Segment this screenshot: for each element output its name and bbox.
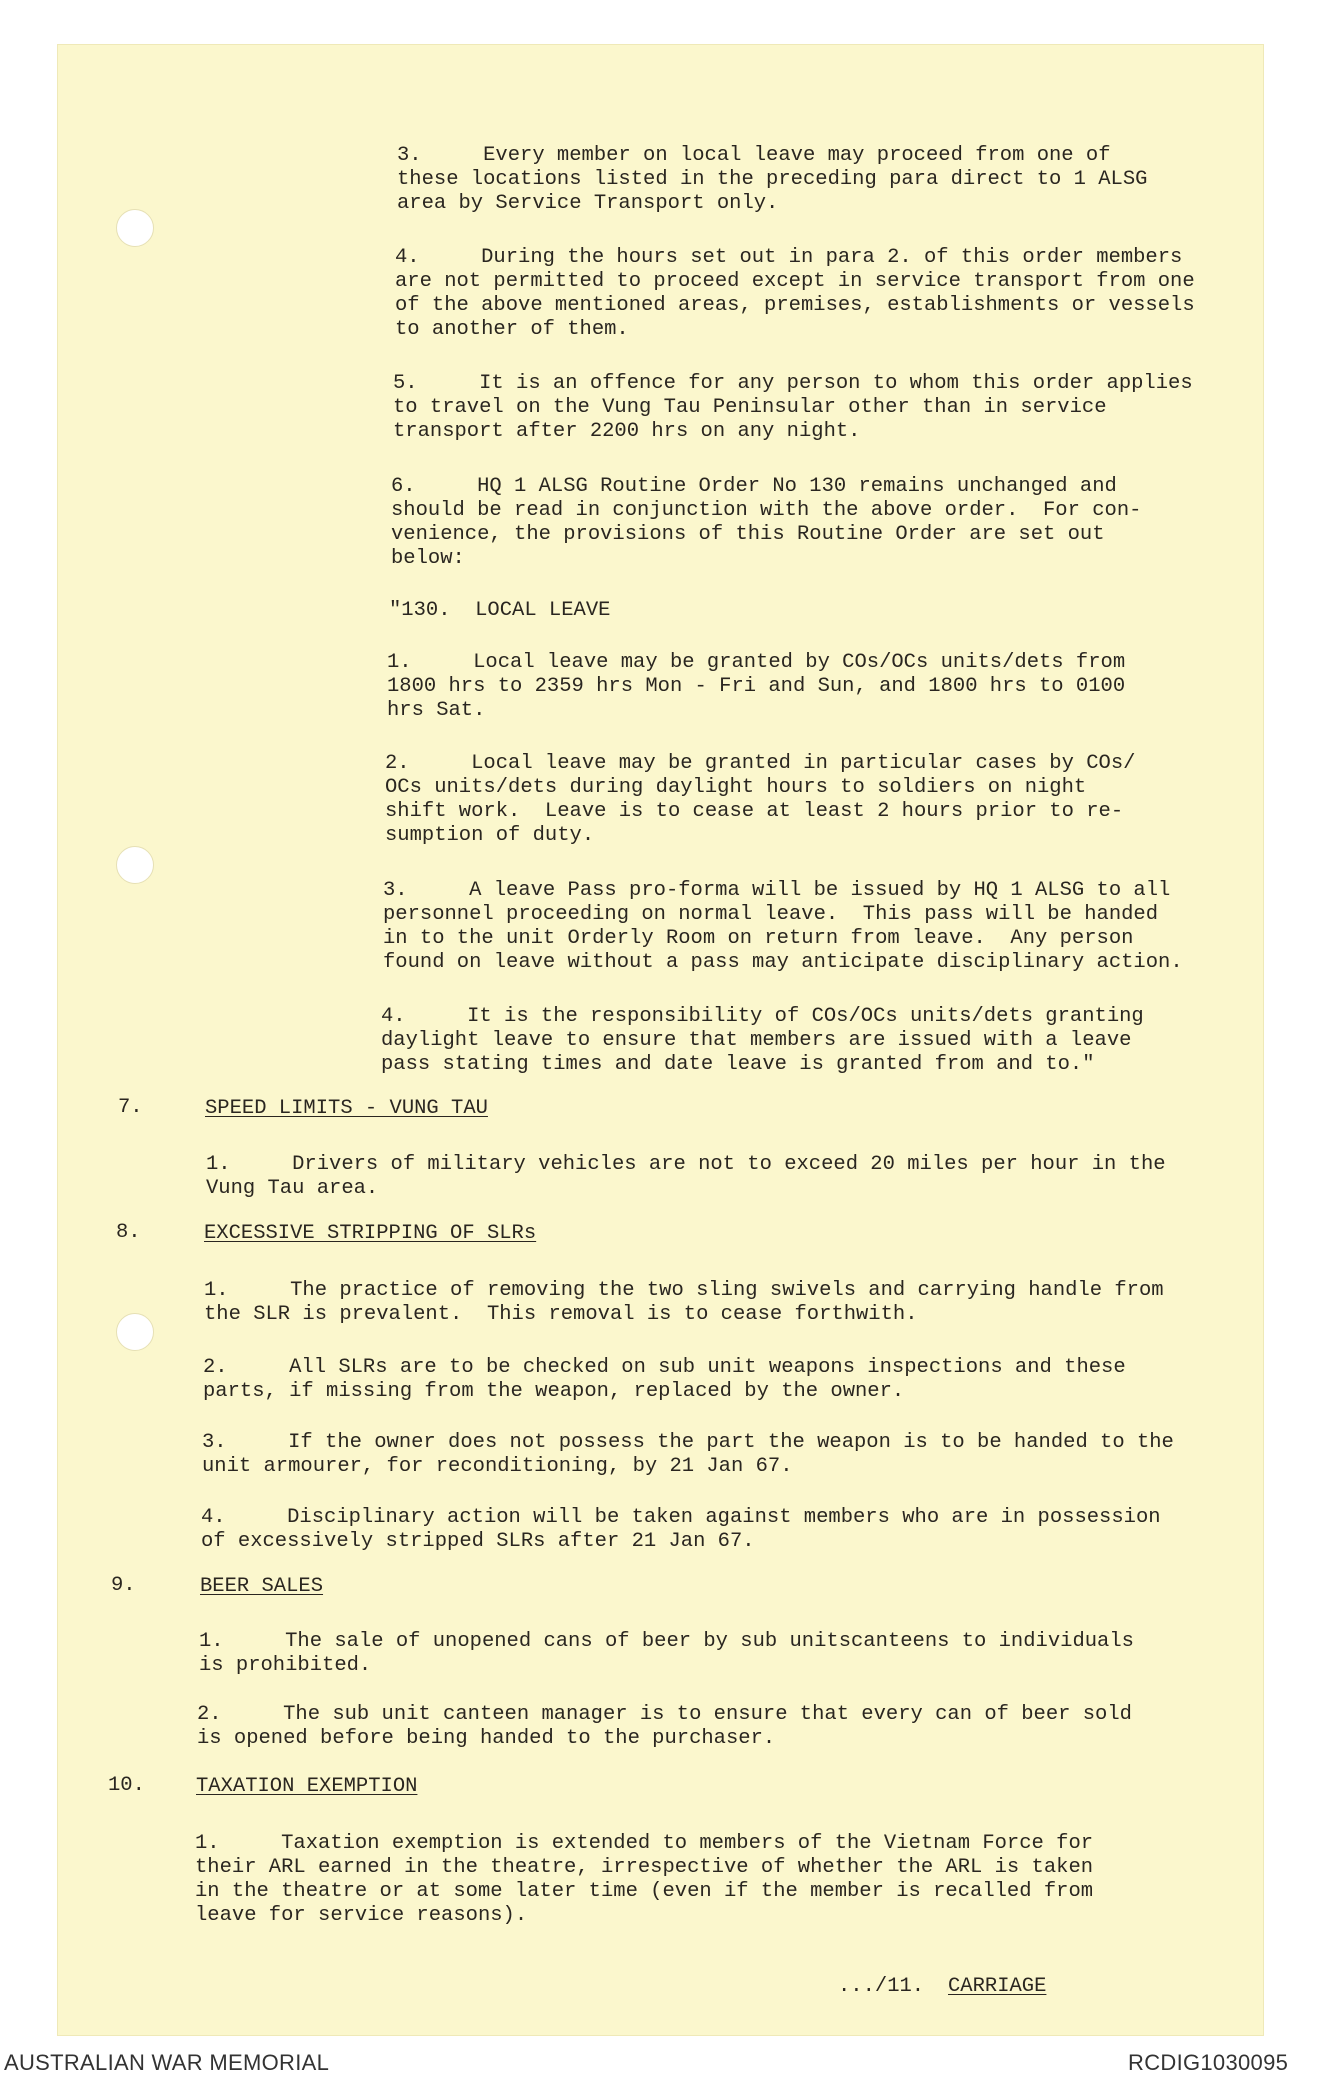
s10-para-1-line-2: their ARL earned in the theatre, irrespective of whether the ARL is taken [195, 1856, 1094, 1879]
section-7-heading: SPEED LIMITS - VUNG TAU [205, 1097, 488, 1120]
para-5-line-2: to travel on the Vung Tau Peninsular other than in service [393, 396, 1107, 419]
punch-hole-middle [116, 846, 154, 884]
para-6-line-1: 6. HQ 1 ALSG Routine Order No 130 remains unchanged and [391, 475, 1117, 498]
section-8-heading: EXCESSIVE STRIPPING OF SLRs [204, 1222, 537, 1245]
para-3-line-3: area by Service Transport only. [397, 192, 779, 215]
s9-para-1-line-1: 1. The sale of unopened cans of beer by sub unitscanteens to individuals [199, 1630, 1134, 1653]
para-4-line-4: to another of them. [395, 318, 629, 341]
s8-para-4-line-2: of excessively stripped SLRs after 21 Jan 67. [201, 1530, 755, 1553]
ro-para-2-line-1: 2. Local leave may be granted in particular cases by COs/ [385, 752, 1136, 775]
s10-para-1-line-4: leave for service reasons). [195, 1904, 528, 1927]
ro-para-3-line-3: in to the unit Orderly Room on return from leave. Any person [383, 927, 1134, 950]
para-3-line-1: 3. Every member on local leave may proceed from one of [397, 144, 1111, 167]
continuation-prefix: .../11. [838, 1975, 925, 1998]
s8-para-3-line-1: 3. If the owner does not possess the part the weapon is to be handed to the [202, 1431, 1174, 1454]
ro-para-4-line-3: pass stating times and date leave is granted from and to." [381, 1053, 1095, 1076]
section-9-heading: BEER SALES [200, 1575, 324, 1598]
para-6-line-3: venience, the provisions of this Routine Order are set out [391, 523, 1105, 546]
s7-para-1-line-1: 1. Drivers of military vehicles are not to exceed 20 miles per hour in the [206, 1153, 1166, 1176]
ro-para-2-line-2: OCs units/dets during daylight hours to soldiers on night [385, 776, 1087, 799]
continuation-word: CARRIAGE [948, 1975, 1047, 1998]
ro-para-3-line-1: 3. A leave Pass pro-forma will be issued by HQ 1 ALSG to all [383, 879, 1171, 902]
s8-para-1-line-2: the SLR is prevalent. This removal is to cease forthwith. [204, 1303, 918, 1326]
ro-para-1-line-3: hrs Sat. [387, 699, 486, 722]
section-10-number: 10. [108, 1774, 145, 1797]
scan-border-right [1264, 0, 1319, 2082]
s10-para-1-line-1: 1. Taxation exemption is extended to members of the Vietnam Force for [195, 1832, 1094, 1855]
punch-hole-top [116, 209, 154, 247]
para-3-line-2: these locations listed in the preceding para direct to 1 ALSG [397, 168, 1148, 191]
scan-border-top [0, 0, 1319, 44]
ro-para-2-line-3: shift work. Leave is to cease at least 2 hours prior to re- [385, 800, 1124, 823]
ro-para-1-line-2: 1800 hrs to 2359 hrs Mon - Fri and Sun, and 1800 hrs to 0100 [387, 675, 1126, 698]
ro-para-1-line-1: 1. Local leave may be granted by COs/OCs units/dets from [387, 651, 1126, 674]
para-5-line-3: transport after 2200 hrs on any night. [393, 420, 861, 443]
para-6-line-2: should be read in conjunction with the above order. For con- [391, 499, 1142, 522]
ro-para-4-line-2: daylight leave to ensure that members are issued with a leave [381, 1029, 1132, 1052]
s8-para-2-line-1: 2. All SLRs are to be checked on sub unit weapons inspections and these [203, 1356, 1126, 1379]
routine-order-130-heading: "130. LOCAL LEAVE [389, 599, 611, 622]
section-9-number: 9. [111, 1574, 136, 1597]
section-7-number: 7. [118, 1096, 143, 1119]
ro-para-3-line-2: personnel proceeding on normal leave. This pass will be handed [383, 903, 1159, 926]
ro-para-4-line-1: 4. It is the responsibility of COs/OCs units/dets granting [381, 1005, 1144, 1028]
para-5-line-1: 5. It is an offence for any person to whom this order applies [393, 372, 1193, 395]
para-6-line-4: below: [391, 547, 465, 570]
punch-hole-bottom [116, 1313, 154, 1351]
section-10-heading: TAXATION EXEMPTION [196, 1775, 418, 1798]
footer-record-id: RCDIG1030095 [1128, 2050, 1289, 2075]
s9-para-2-line-2: is opened before being handed to the purchaser. [197, 1727, 776, 1750]
s9-para-2-line-1: 2. The sub unit canteen manager is to ensure that every can of beer sold [197, 1703, 1132, 1726]
s7-para-1-line-2: Vung Tau area. [206, 1177, 379, 1200]
s8-para-1-line-1: 1. The practice of removing the two sling swivels and carrying handle from [204, 1279, 1164, 1302]
ro-para-2-line-4: sumption of duty. [385, 824, 595, 847]
s9-para-1-line-2: is prohibited. [199, 1654, 372, 1677]
para-4-line-2: are not permitted to proceed except in service transport from one [395, 270, 1195, 293]
para-4-line-3: of the above mentioned areas, premises, establishments or vessels [395, 294, 1195, 317]
s10-para-1-line-3: in the theatre or at some later time (even if the member is recalled from [195, 1880, 1094, 1903]
s8-para-3-line-2: unit armourer, for reconditioning, by 21 Jan 67. [202, 1455, 793, 1478]
ro-para-3-line-4: found on leave without a pass may anticipate disciplinary action. [383, 951, 1183, 974]
footer-archive-name: AUSTRALIAN WAR MEMORIAL [4, 2050, 330, 2075]
s8-para-4-line-1: 4. Disciplinary action will be taken against members who are in possession [201, 1506, 1161, 1529]
section-8-number: 8. [116, 1221, 141, 1244]
s8-para-2-line-2: parts, if missing from the weapon, replaced by the owner. [203, 1380, 905, 1403]
para-4-line-1: 4. During the hours set out in para 2. of this order members [395, 246, 1183, 269]
